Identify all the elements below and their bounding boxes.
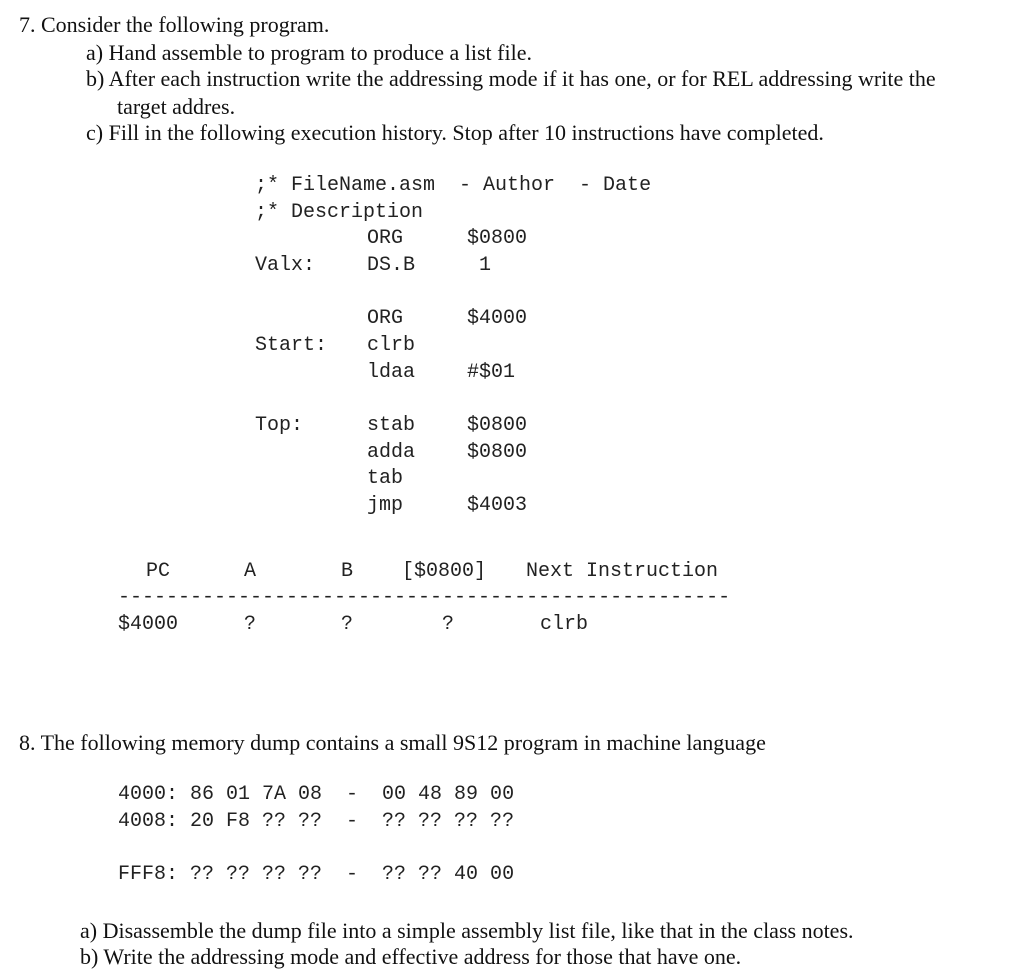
history-header-pc: PC [146,560,171,583]
dump-line: 4000: 86 01 7A 08 - 00 48 89 00 [118,783,515,806]
code-op: jmp [367,494,404,517]
code-arg: $0800 [467,227,528,250]
code-label: Top: [255,414,304,437]
history-separator: --------------------------------------------------- [118,586,731,609]
q7-part-c: c) Fill in the following execution history. Stop after 10 instructions have completed. [86,120,824,145]
code-arg: 1 [467,254,492,277]
code-op: ldaa [367,361,416,384]
history-cell-a: ? [244,613,257,636]
code-arg: $0800 [467,441,528,464]
code-comment-1: ;* FileName.asm - Author - Date [255,174,652,197]
code-arg: $4003 [467,494,528,517]
code-op: clrb [367,334,416,357]
history-header-next: Next Instruction [526,560,719,583]
dump-line: 4008: 20 F8 ?? ?? - ?? ?? ?? ?? [118,810,515,833]
history-header-mem: [$0800] [402,560,487,583]
q7-heading: 7. Consider the following program. [19,12,330,37]
code-label: Valx: [255,254,316,277]
code-op: ORG [367,307,404,330]
history-cell-next: clrb [540,613,589,636]
history-cell-b: ? [341,613,354,636]
history-header-b: B [341,560,354,583]
code-op: stab [367,414,416,437]
q8-part-b: b) Write the addressing mode and effective address for those that have one. [80,944,742,969]
history-cell-pc: $4000 [118,613,179,636]
q7-part-a: a) Hand assemble to program to produce a list file. [86,40,532,65]
code-op: adda [367,441,416,464]
code-op: DS.B [367,254,416,277]
code-arg: #$01 [467,361,516,384]
code-arg: $4000 [467,307,528,330]
q7-part-b-line1: b) After each instruction write the addressing mode if it has one, or for REL addressing write the [86,66,936,91]
history-cell-mem: ? [442,613,455,636]
code-label: Start: [255,334,328,357]
q8-heading: 8. The following memory dump contains a small 9S12 program in machine language [19,730,766,755]
q7-part-b-line2: target addres. [117,94,236,119]
code-op: ORG [367,227,404,250]
history-header-a: A [244,560,257,583]
code-arg: $0800 [467,414,528,437]
code-op: tab [367,467,404,490]
code-comment-2: ;* Description [255,201,424,224]
q8-part-a: a) Disassemble the dump file into a simple assembly list file, like that in the class notes. [80,918,854,943]
dump-line: FFF8: ?? ?? ?? ?? - ?? ?? 40 00 [118,863,515,886]
